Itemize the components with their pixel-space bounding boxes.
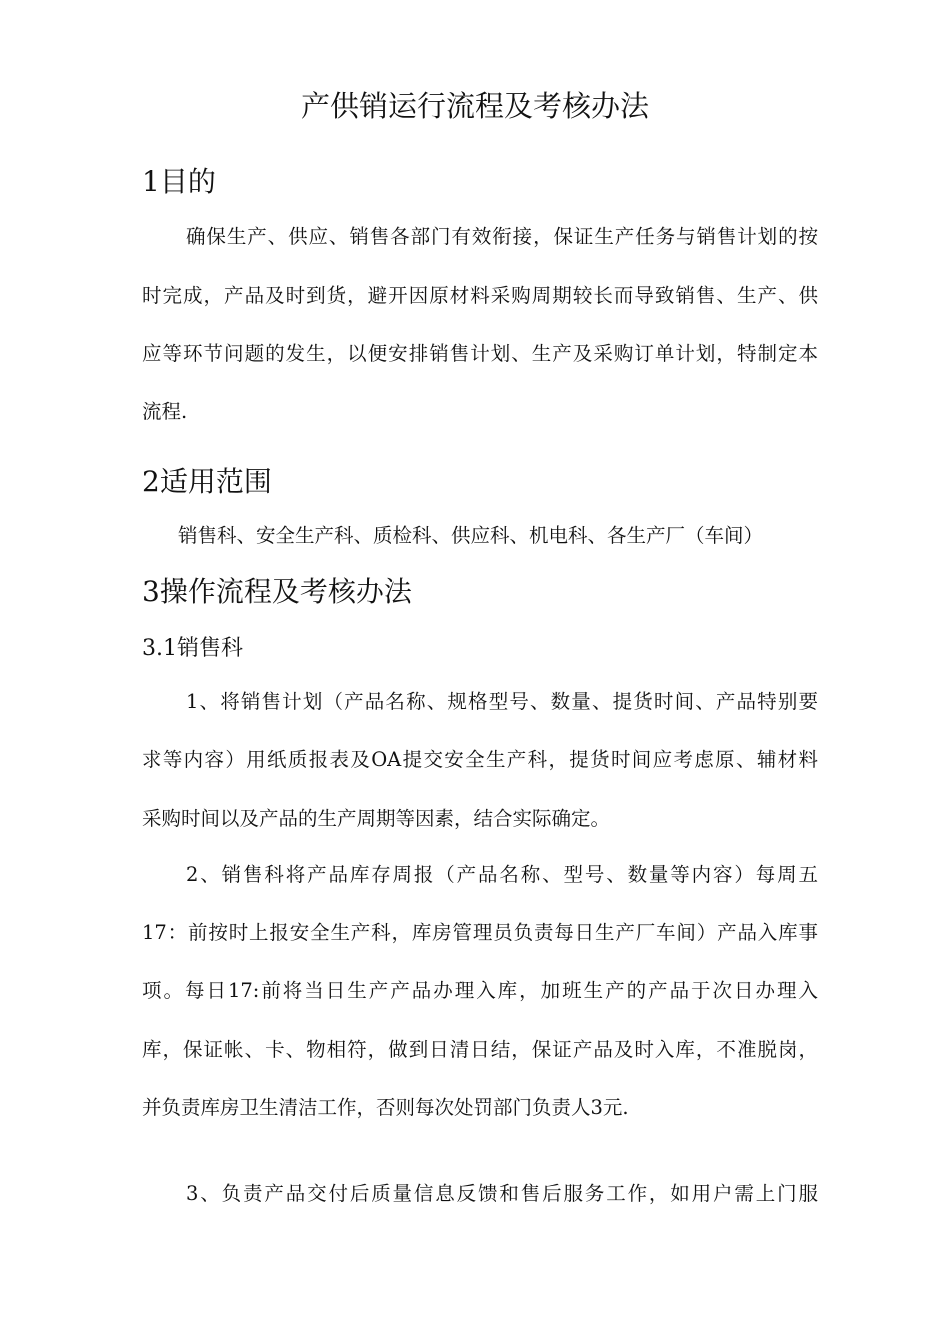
item-2-line: 2、销售科将产品库存周报（产品名称、型号、数量等内容）每周五 bbox=[186, 863, 818, 886]
section-1-paragraph-line: 应等环节问题的发生，以便安排销售计划、生产及采购订单计划，特制定本 bbox=[142, 342, 818, 365]
item-2-line: 并负责库房卫生清洁工作，否则每次处罚部门负责人3元. bbox=[142, 1096, 629, 1119]
item-1-line: 求等内容）用纸质报表及OA提交安全生产科，提货时间应考虑原、辅材料 bbox=[142, 748, 818, 771]
section-1-heading: 1目的 bbox=[142, 165, 216, 198]
section-3-1-heading: 3.1销售科 bbox=[142, 636, 243, 661]
section-1-paragraph-line: 时完成，产品及时到货，避开因原材料采购周期较长而导致销售、生产、供 bbox=[142, 284, 818, 307]
section-1-paragraph-line: 流程. bbox=[142, 400, 188, 423]
document-title: 产供销运行流程及考核办法 bbox=[300, 89, 649, 123]
item-2-line: 17：前按时上报安全生产科，库房管理员负责每日生产厂车间）产品入库事 bbox=[142, 921, 818, 944]
item-2-line: 项。每日17:前将当日生产产品办理入库，加班生产的产品于次日办理入 bbox=[142, 979, 818, 1002]
section-2-scope-text: 销售科、安全生产科、质检科、供应科、机电科、各生产厂（车间） bbox=[178, 524, 764, 547]
section-2-heading: 2适用范围 bbox=[142, 465, 272, 498]
section-3-heading: 3操作流程及考核办法 bbox=[142, 575, 412, 608]
item-1-line: 采购时间以及产品的生产周期等因素，结合实际确定。 bbox=[142, 807, 611, 830]
section-1-paragraph-line: 确保生产、供应、销售各部门有效衔接，保证生产任务与销售计划的按 bbox=[186, 225, 818, 248]
item-1-line: 1、将销售计划（产品名称、规格型号、数量、提货时间、产品特别要 bbox=[186, 690, 818, 713]
item-2-line: 库，保证帐、卡、物相符，做到日清日结，保证产品及时入库，不准脱岗， bbox=[142, 1038, 818, 1061]
item-3-line: 3、负责产品交付后质量信息反馈和售后服务工作，如用户需上门服 bbox=[186, 1182, 818, 1205]
